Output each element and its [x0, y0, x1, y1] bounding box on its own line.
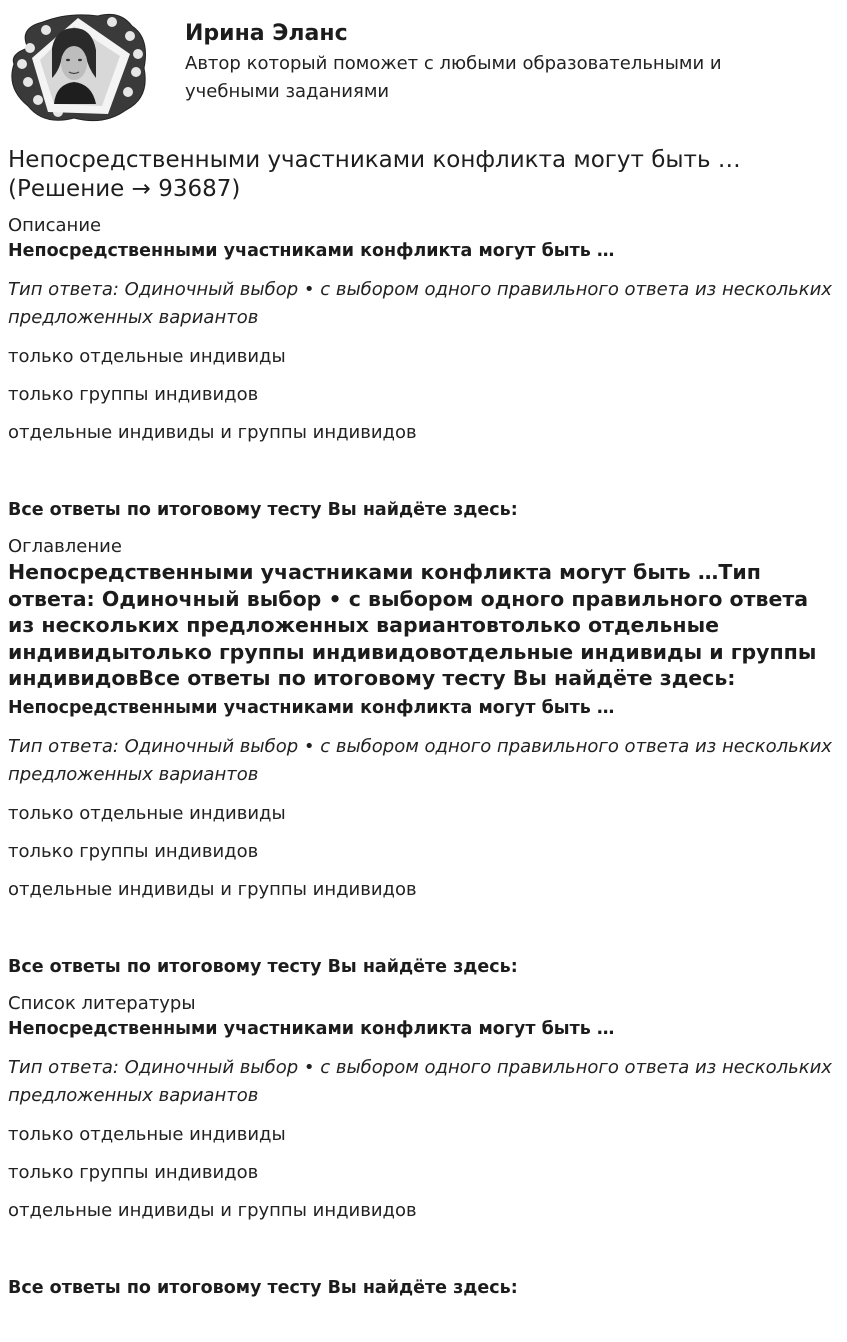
author-description: Автор который поможет с любыми образовательными и учебными заданиями [185, 53, 722, 102]
toc-label: Оглавление [8, 536, 122, 557]
toc-text: Непосредственными участниками конфликта могут быть …Тип ответа: Одиночный выбор • с выбором одного правильного ответа из нескольких предложенных вариантовтолько отдельные индивидытолько группы индивидовотдельные индивиды и группы индивидовВсе ответы по итоговому тесту Вы найдёте здесь: [8, 560, 817, 690]
answers-link-text: Все ответы по итоговому тесту Вы найдёте здесь: [8, 500, 518, 520]
literature-label: Список литературы [8, 993, 196, 1014]
question-type: Тип ответа: Одиночный выбор • с выбором одного правильного ответа из нескольких предложенных вариантов [8, 736, 832, 785]
author-card [8, 8, 838, 128]
avatar[interactable] [8, 8, 150, 126]
answer-option: только отдельные индивиды [8, 346, 286, 367]
answer-option: только группы индивидов [8, 1162, 259, 1183]
author-name[interactable]: Ирина Эланс [185, 21, 348, 46]
answer-option: отдельные индивиды и группы индивидов [8, 422, 417, 443]
answers-link-text: Все ответы по итоговому тесту Вы найдёте здесь: [8, 957, 518, 977]
answer-option: только группы индивидов [8, 841, 259, 862]
answers-link-text: Все ответы по итоговому тесту Вы найдёте здесь: [8, 1278, 518, 1298]
question-title: Непосредственными участниками конфликта могут быть … [8, 1019, 615, 1039]
description-label: Описание [8, 215, 102, 236]
page-title: Непосредственными участниками конфликта могут быть … (Решение → 93687) [8, 147, 741, 202]
answer-option: отдельные индивиды и группы индивидов [8, 1200, 417, 1221]
answer-option: только группы индивидов [8, 384, 259, 405]
question-type: Тип ответа: Одиночный выбор • с выбором одного правильного ответа из нескольких предложенных вариантов [8, 279, 832, 328]
question-title: Непосредственными участниками конфликта могут быть … [8, 698, 615, 718]
answer-option: только отдельные индивиды [8, 1124, 286, 1145]
question-type: Тип ответа: Одиночный выбор • с выбором одного правильного ответа из нескольких предложенных вариантов [8, 1057, 832, 1106]
question-title: Непосредственными участниками конфликта могут быть … [8, 241, 615, 261]
main-content [8, 146, 833, 1301]
answer-option: только отдельные индивиды [8, 803, 286, 824]
answer-option: отдельные индивиды и группы индивидов [8, 879, 417, 900]
